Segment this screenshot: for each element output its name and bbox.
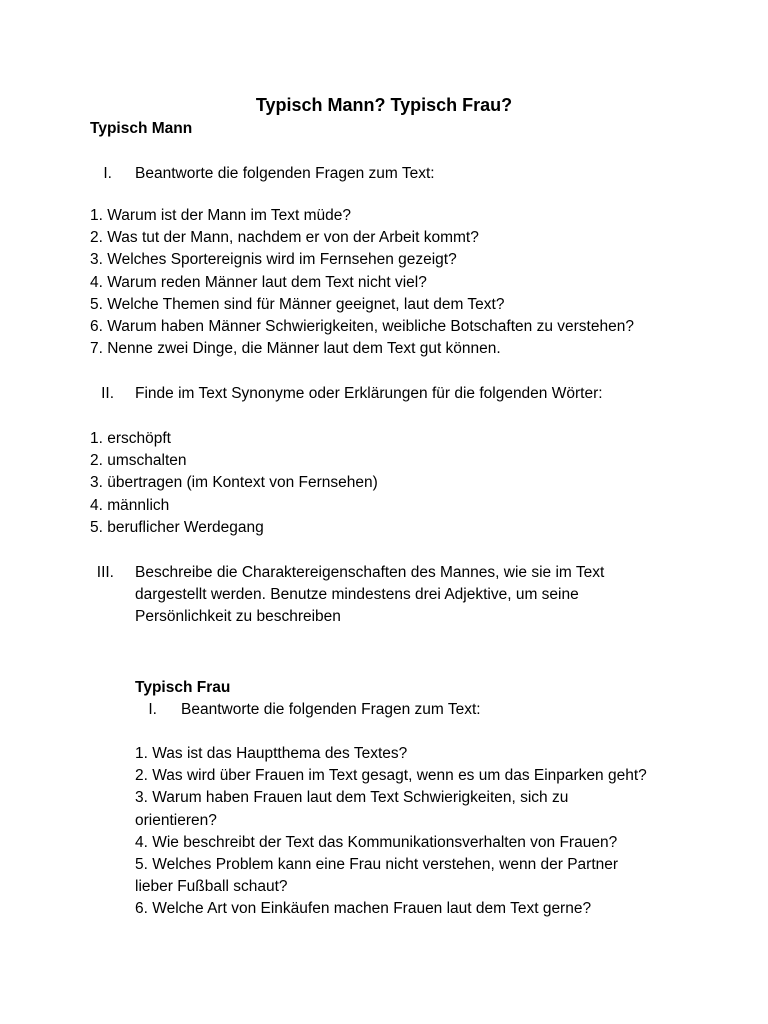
list-item: 2. Was wird über Frauen im Text gesagt, wenn es um das Einparken geht? [135,767,647,785]
list-item: 4. Warum reden Männer laut dem Text nicht viel? [90,273,427,291]
roman-numeral-mann-2: II. [101,385,114,402]
question-list-mann [90,205,634,360]
instruction-mann-3: Beschreibe die Charaktereigenschaften des Mannes, wie sie im Text dargestellt werden. Benutze mindestens drei Adjektive, um seine Persönlichkeit zu beschreiben [135,564,605,625]
list-item: 1. Warum ist der Mann im Text müde? [90,207,352,224]
document-title: Typisch Mann? Typisch Frau? [255,95,513,115]
list-item: 6. Welche Art von Einkäufen machen Frauen laut dem Text gerne? [135,900,592,918]
roman-numeral-mann-1: I. [103,165,112,182]
instruction-mann-1: Beantworte die folgenden Fragen zum Text: [135,165,435,182]
roman-numeral-mann-3: III. [96,564,114,581]
list-item: 6. Warum haben Männer Schwierigkeiten, weibliche Botschaften zu verstehen? [90,318,634,336]
word-list-mann [90,428,378,539]
list-item: 7. Nenne zwei Dinge, die Männer laut dem Text gut können. [90,340,501,358]
list-item: 1. erschöpft [90,430,171,447]
list-item: 3. Warum haben Frauen laut dem Text Schwierigkeiten, sich zu orientieren? [135,789,569,829]
roman-numeral-frau-1: I. [148,701,157,718]
instruction-mann-2: Finde im Text Synonyme oder Erklärungen für die folgenden Wörter: [135,385,603,402]
section-heading-frau: Typisch Frau [135,679,231,696]
section-heading-mann: Typisch Mann [90,120,193,137]
list-item: 3. übertragen (im Kontext von Fernsehen) [90,474,378,492]
question-list-frau [135,743,690,921]
list-item: 3. Welches Sportereignis wird im Fernsehen gezeigt? [90,251,457,269]
list-item: 2. Was tut der Mann, nachdem er von der Arbeit kommt? [90,229,479,247]
list-item: 5. Welche Themen sind für Männer geeignet, laut dem Text? [90,295,505,313]
list-item: 2. umschalten [90,452,187,470]
list-item: 5. Welches Problem kann eine Frau nicht verstehen, wenn der Partner lieber Fußball schaut? [135,856,619,896]
list-item: 4. Wie beschreibt der Text das Kommunikationsverhalten von Frauen? [135,833,618,851]
list-item: 1. Was ist das Hauptthema des Textes? [135,745,408,762]
list-item: 4. männlich [90,496,170,514]
instruction-frau-1: Beantworte die folgenden Fragen zum Text: [181,701,481,718]
list-item: 5. beruflicher Werdegang [90,518,264,536]
